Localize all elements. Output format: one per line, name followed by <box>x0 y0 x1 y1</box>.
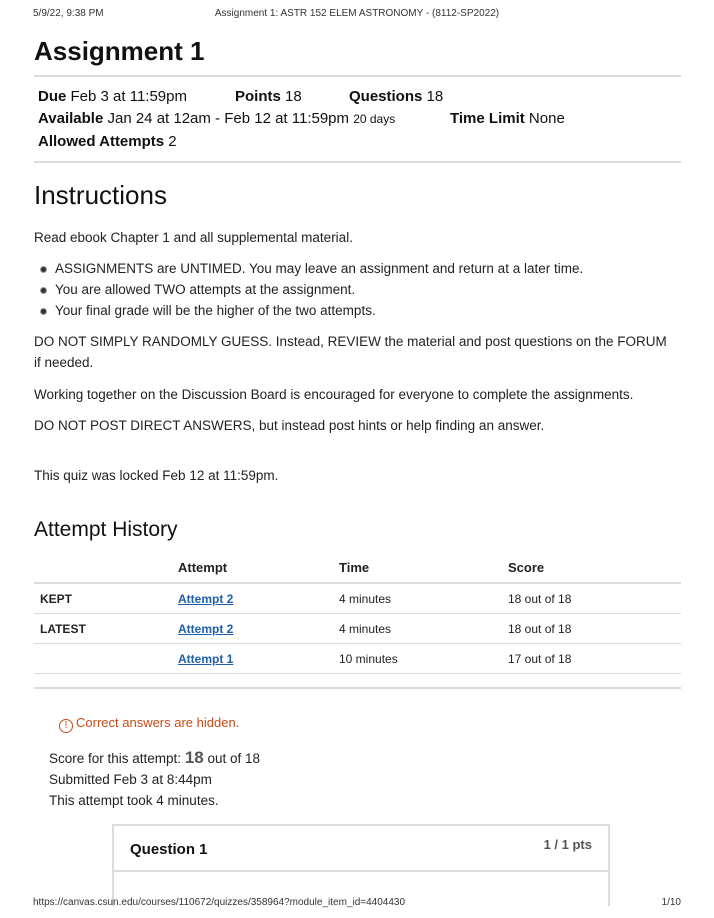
questions-value: 18 <box>426 88 444 105</box>
bullet-icon <box>40 266 47 273</box>
table-row <box>34 584 681 614</box>
table-header <box>34 560 681 584</box>
row-label: KEPT <box>40 592 73 606</box>
attempts-value: 2 <box>168 133 177 150</box>
list-item: Your final grade will be the higher of the two attempts. <box>34 300 583 321</box>
time-limit-info <box>450 110 565 127</box>
due-label: Due <box>38 88 67 105</box>
hidden-answers-notice <box>59 715 239 733</box>
due-info <box>38 88 187 105</box>
available-days: 20 days <box>353 112 396 126</box>
available-value: Jan 24 at 12am - Feb 12 at 11:59pm <box>107 110 350 127</box>
attempt-score: 18 out of 18 <box>508 622 572 636</box>
time-limit-value: None <box>528 110 565 127</box>
attempt-time: 4 minutes <box>339 622 392 636</box>
warning-icon: ! <box>59 719 73 733</box>
attempt-score: Score for this attempt: 18 out of 18 <box>49 748 261 767</box>
instructions-heading: Instructions <box>34 180 167 210</box>
submitted-time: Submitted Feb 3 at 8:44pm <box>49 772 212 787</box>
due-value: Feb 3 at 11:59pm <box>70 88 187 105</box>
attempts-info <box>38 133 177 150</box>
available-label: Available <box>38 110 104 127</box>
questions-label: Questions <box>349 88 423 105</box>
instructions-paragraph: DO NOT POST DIRECT ANSWERS, but instead post hints or help finding an answer. <box>34 418 545 433</box>
points-label: Points <box>235 88 281 105</box>
table-row <box>34 644 681 674</box>
attempt-link[interactable]: Attempt 2 <box>178 592 234 606</box>
divider <box>34 687 681 689</box>
attempt-history-table <box>34 560 681 674</box>
instructions-list <box>34 258 583 321</box>
question-card <box>112 824 610 906</box>
table-row <box>34 614 681 644</box>
points-value: 18 <box>285 88 302 105</box>
attempt-time: 10 minutes <box>339 652 398 666</box>
bullet-icon <box>40 287 47 294</box>
question-title: Question 1 <box>130 841 208 858</box>
question-header <box>114 826 608 872</box>
points-info <box>235 88 302 105</box>
page-title: Assignment 1 <box>34 36 205 66</box>
column-header: Time <box>339 560 370 575</box>
attempt-score: 17 out of 18 <box>508 652 572 666</box>
hidden-answers-text: Correct answers are hidden. <box>76 715 240 730</box>
instructions-intro: Read ebook Chapter 1 and all supplemental material. <box>34 230 353 245</box>
print-title: Assignment 1: ASTR 152 ELEM ASTRONOMY - (8112-SP2022) <box>214 8 500 19</box>
list-item: ASSIGNMENTS are UNTIMED. You may leave an assignment and return at a later time. <box>34 258 583 279</box>
instructions-paragraph: DO NOT SIMPLY RANDOMLY GUESS. Instead, REVIEW the material and post questions on the FORUM if needed. <box>34 334 667 370</box>
available-info <box>38 110 395 127</box>
attempt-duration: This attempt took 4 minutes. <box>49 793 219 808</box>
divider <box>34 161 681 163</box>
column-header: Attempt <box>178 560 228 575</box>
column-header: Score <box>508 560 545 575</box>
instructions-paragraph: Working together on the Discussion Board is encouraged for everyone to complete the assignments. <box>34 387 634 402</box>
attempt-score: 18 out of 18 <box>508 592 572 606</box>
bullet-icon <box>40 308 47 315</box>
print-page-number: 1/10 <box>661 897 681 908</box>
attempt-link[interactable]: Attempt 2 <box>178 622 234 636</box>
divider <box>34 75 681 77</box>
questions-info <box>349 88 443 105</box>
attempts-label: Allowed Attempts <box>38 133 165 150</box>
score-value: 18 <box>184 748 204 767</box>
attempt-history-heading: Attempt History <box>34 518 178 541</box>
list-item: You are allowed TWO attempts at the assignment. <box>34 279 583 300</box>
print-url: https://canvas.csun.edu/courses/110672/quizzes/358964?module_item_id=4404430 <box>33 897 406 908</box>
question-points: 1 / 1 pts <box>543 837 592 852</box>
print-date: 5/9/22, 9:38 PM <box>33 8 104 19</box>
row-label: LATEST <box>40 622 86 636</box>
time-limit-label: Time Limit <box>450 110 525 127</box>
attempt-link[interactable]: Attempt 1 <box>178 652 234 666</box>
attempt-time: 4 minutes <box>339 592 392 606</box>
locked-notice: This quiz was locked Feb 12 at 11:59pm. <box>34 468 279 483</box>
